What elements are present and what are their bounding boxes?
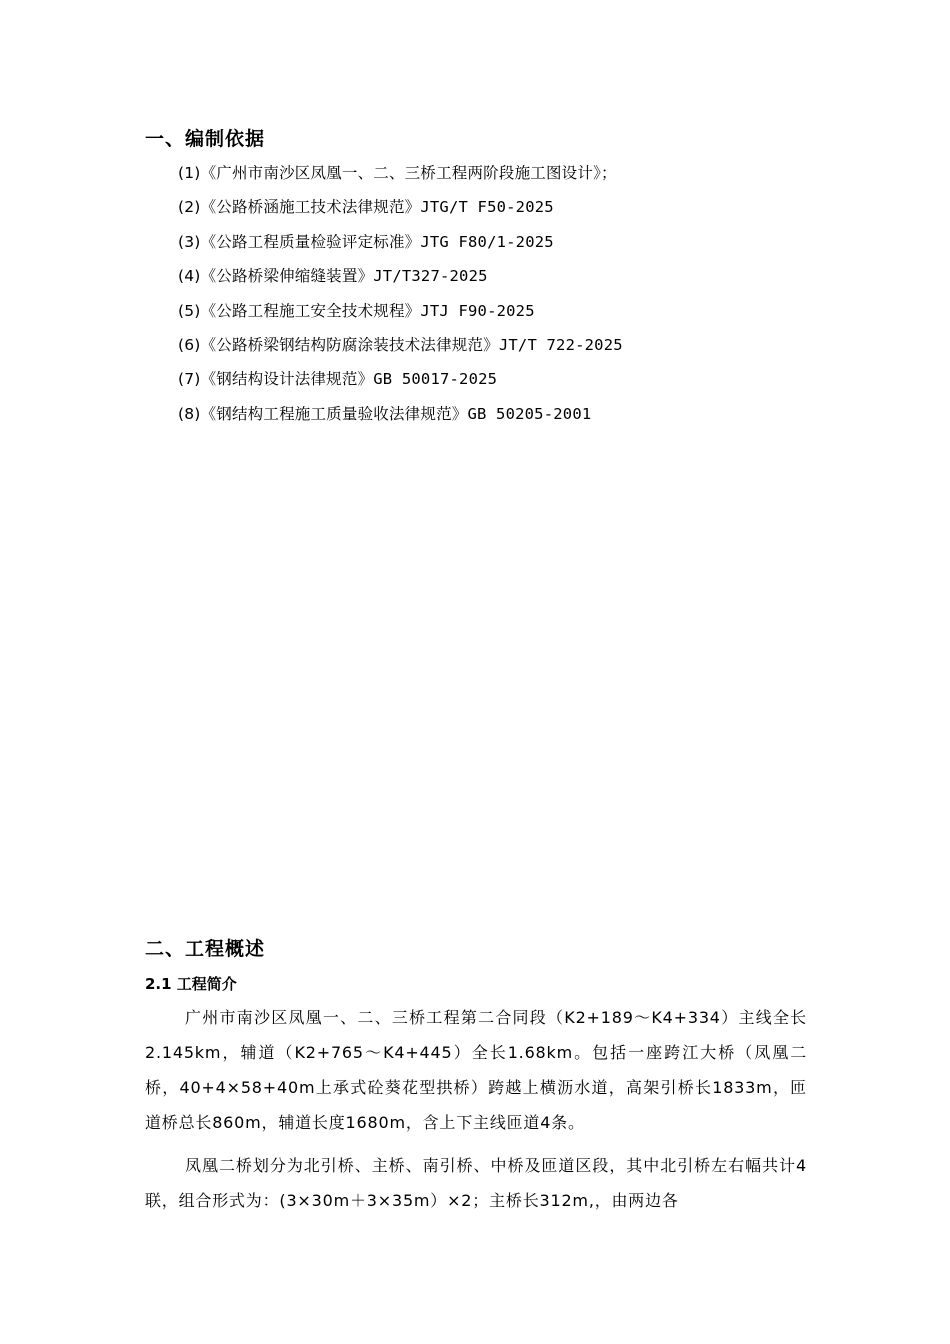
- reference-text: 《广州市南沙区凤凰一、二、三桥工程两阶段施工图设计》；: [200, 164, 617, 182]
- reference-number: (1): [178, 164, 201, 182]
- reference-item: [178, 265, 623, 299]
- reference-text: 《公路工程质量检验评定标准》JTG F80/1-2025: [200, 232, 554, 251]
- section2-subheading: 2.1 工程简介: [145, 975, 237, 993]
- reference-number: (2): [178, 198, 201, 217]
- reference-number: (8): [178, 404, 201, 423]
- paragraph: 广州市南沙区凤凰一、二、三桥工程第二合同段（K2+189～K4+334）主线全长2.145km，辅道（K2+765～K4+445）全长1.68km。包括一座跨江大桥（凤凰二桥，40+4×58+40m上承式砼葵花型拱桥）跨越上横沥水道，高架引桥长1833m，匝道桥总长860m，辅道长度1680m，含上下主线匝道4条。: [145, 1008, 807, 1132]
- reference-item: [178, 334, 623, 368]
- reference-item: [178, 162, 623, 196]
- reference-text: 《公路桥梁钢结构防腐涂装技术法律规范》JT/T 722-2025: [200, 335, 623, 354]
- reference-text: 《公路工程施工安全技术规程》JTJ F90-2025: [200, 301, 535, 320]
- reference-item: [178, 196, 623, 230]
- section2-heading: 二、工程概述: [145, 938, 266, 960]
- reference-text: 《公路桥涵施工技术法律规范》JTG/T F50-2025: [200, 198, 554, 217]
- reference-item: [178, 368, 623, 402]
- reference-number: (3): [178, 232, 201, 251]
- reference-number: (7): [178, 370, 201, 389]
- paragraph: 凤凰二桥划分为北引桥、主桥、南引桥、中桥及匝道区段，其中北引桥左右幅共计4联，组合形式为：(3×30m＋3×35m）×2；主桥长312m,，由两边各: [145, 1156, 807, 1210]
- reference-item: [178, 231, 623, 265]
- reference-item: [178, 300, 623, 334]
- reference-number: (4): [178, 267, 201, 286]
- reference-number: (6): [178, 335, 201, 354]
- reference-item: [178, 403, 623, 437]
- reference-text: 《钢结构工程施工质量验收法律规范》GB 50205-2001: [200, 404, 592, 423]
- reference-text: 《公路桥梁伸缩缝装置》JT/T327-2025: [200, 267, 488, 286]
- reference-text: 《钢结构设计法律规范》GB 50017-2025: [200, 370, 498, 389]
- reference-list: [178, 162, 623, 437]
- section1-heading: 一、编制依据: [145, 128, 266, 150]
- reference-number: (5): [178, 301, 201, 320]
